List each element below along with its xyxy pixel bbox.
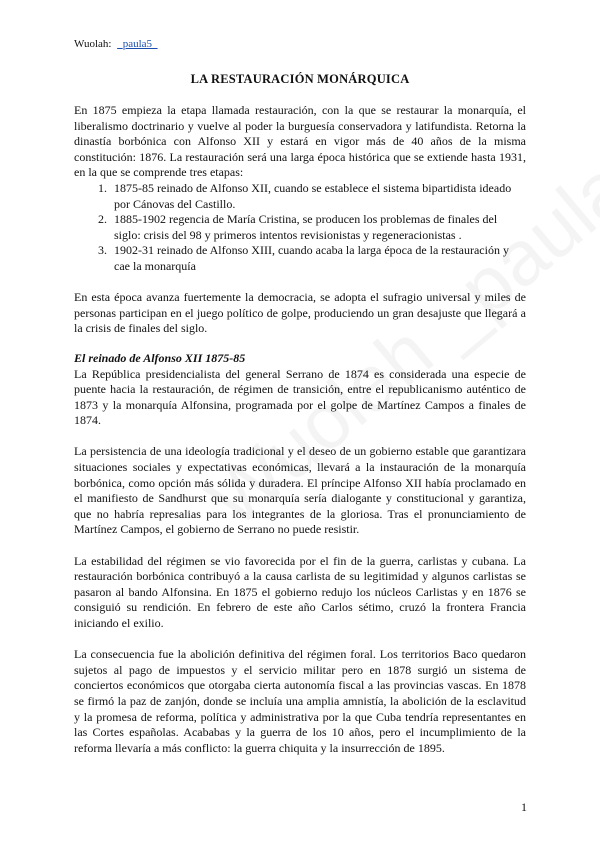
section-heading: El reinado de Alfonso XII 1875-85	[74, 350, 246, 365]
section-paragraph: La República presidencialista del general Serrano de 1874 es considerada una especie de puente hacia la restauración, de régimen de transición, entre el republicanismo auténtico de 1873 y la monarquía Alfonsina, programada por el golpe de Martínez Campos a finales de 1874.	[74, 366, 526, 428]
stage-item: 3. 1902-31 reinado de Alfonso XIII, cuando acaba la larga época de la restauración y cae la monarquía	[110, 243, 526, 274]
author-link[interactable]: _paula5_	[117, 38, 158, 50]
document-title: LA RESTAURACIÓN MONÁRQUICA	[190, 72, 410, 86]
stages-list	[74, 181, 526, 275]
stage-item: 2. 1885-1902 regencia de María Cristina, se producen los problemas de finales del siglo: crisis del 98 y primeros intentos revisionistas y regeneracionistas .	[110, 212, 526, 243]
header-label: Wuolah:	[74, 38, 112, 50]
stage-item: 1. 1875-85 reinado de Alfonso XII, cuando se establece el sistema bipartidista ideado por Cánovas del Castillo.	[110, 181, 526, 212]
section-paragraph: La consecuencia fue la abolición definitiva del régimen foral. Los territorios Baco quedaron sujetos al pago de impuestos y el servicio militar pero en 1878 surgió un sistema de conciertos económicos que otorgaba cierta autonomía fiscal a las provincias vascas. En 1878 se firmó la paz de zanjón, donde se incluía una amplia amnistía, la abolición de la esclavitud y la promesa de reforma, política y administrativa por la que Cuba tendría representantes en las Cortes españolas. Acababas y la guerra de los 10 años, pero el incumplimiento de la reforma llevaría a más conflicto: la guerra chiquita y la insurrección de 1895.	[74, 647, 526, 755]
section-paragraph: La estabilidad del régimen se vio favorecida por el fin de la guerra, carlistas y cubana. La restauración borbónica contribuyó a la causa carlista de su legitimidad y algunos carlistas se pasaron al bando Alfonsina. En 1875 el gobierno redujo los núcleos Carlistas y en 1876 se consiguió su rendición. En febrero de este año Carlos sétimo, cruzó la frontera Francia iniciando el exilio.	[74, 553, 526, 630]
section-paragraph: La persistencia de una ideología tradicional y el deseo de un gobierno estable que garantizara situaciones sociales y expectativas económicas, llevará a la instauración de la monarquía borbónica, como opción más sólida y duradera. El príncipe Alfonso XII había proclamado en el manifiesto de Sandhurst que su monarquía sería dialogante y constitucional y garantiza, que no habría represalias para los integrantes de la gloriosa. Tras el pronunciamiento de Martínez Campos, el gobierno de Serrano no puede resistir.	[74, 444, 526, 537]
democracy-paragraph: En esta época avanza fuertemente la democracia, se adopta el sufragio universal y miles de personas participan en el juego político de golpe, produciendo un gran desajuste que llegará a la crisis de finales del siglo.	[74, 290, 526, 336]
page-number: 1	[521, 800, 527, 814]
document-body	[74, 103, 526, 756]
intro-paragraph: En 1875 empieza la etapa llamada restauración, con la que se restaurar la monarquía, el liberalismo doctrinario y vuelve al poder la burguesía conservadora y latifundista. Retorna la dinastía borbónica con Alfonso XII y estará en vigor más de 40 años de la misma constitución: 1876. La restauración será una larga época histórica que se extiende hasta 1931, en la que se comprende tres etapas:	[74, 103, 526, 180]
page-header	[74, 38, 158, 50]
